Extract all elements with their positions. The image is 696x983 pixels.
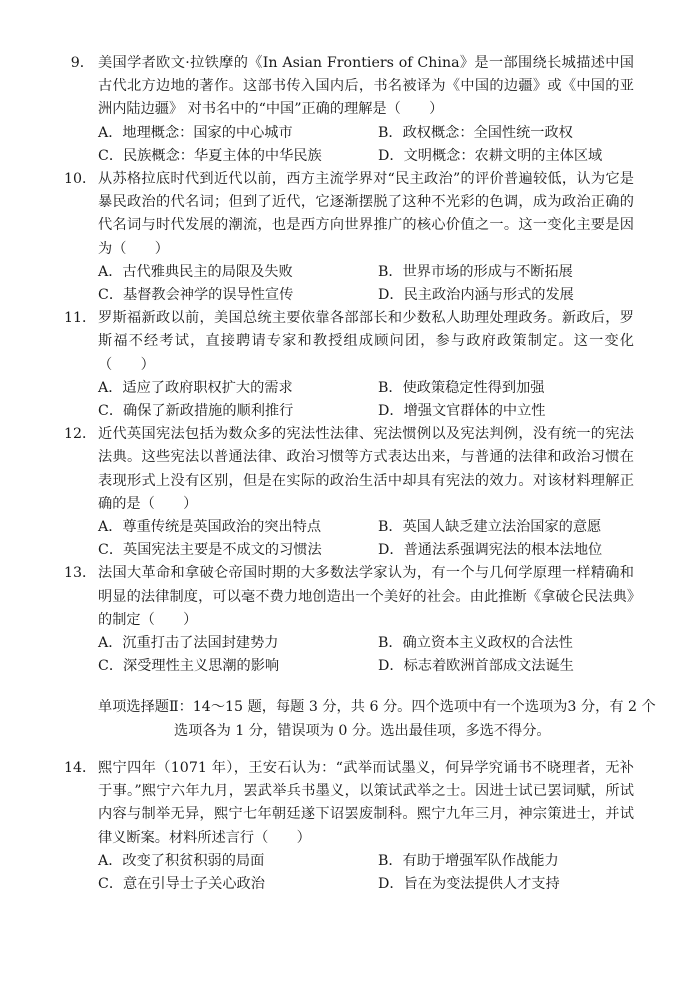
- option-d[interactable]: D．旨在为变法提供人才支持: [378, 875, 560, 892]
- options-grid: [98, 377, 634, 423]
- options-grid: [98, 516, 634, 562]
- question-number: 13．: [64, 565, 97, 582]
- exam-page: [0, 52, 696, 896]
- section-instructions-line2: 选项各为 1 分，错误项为 0 分。选出最佳项，多选不得分。: [174, 722, 551, 739]
- option-c[interactable]: C．意在引导士子关心政治: [98, 875, 265, 892]
- option-c[interactable]: C．确保了新政措施的顺利推行: [98, 403, 294, 420]
- question-stem: 美国学者欧文·拉铁摩的《In Asian Frontiers of China》是一部围绕长城描述中国古代北方边地的著作。这部书传入国内后，书名被译为《中国的边疆》或《中国的亚洲内陆边疆》 对书名中的“中国”正确的理解是（ ）: [98, 55, 634, 118]
- question-stem: 近代英国宪法包括为数众多的宪法性法律、宪法惯例以及宪法判例，没有统一的宪法法典。这些宪法以普通法律、政治习惯等方式表达出来，与普通的法律和政治习惯在表现形式上没有区别，但是在实际的政治生活中却具有宪法的效力。对该材料理解正确的是（ ）: [98, 426, 634, 512]
- question-number: 12．: [64, 426, 97, 443]
- question-stem: 熙宁四年（1071 年），王安石认为：“武举而试墨义，何异学究诵书不晓理者，无补于事。”熙宁六年九月，罢武举兵书墨义，以策试武举之士。因进士试已罢词赋，所试内容与制举无异，熙宁七年朝廷遂下诏罢废制科。熙宁九年三月，神宗策进士，并试律义断案。材料所述言行（ ）: [98, 759, 634, 846]
- option-b[interactable]: B．政权概念：全国性统一政权: [378, 124, 573, 141]
- question-9: [0, 52, 696, 168]
- question-12: [0, 423, 696, 562]
- option-d[interactable]: D．民主政治内涵与形式的发展: [378, 287, 574, 304]
- option-c[interactable]: C．英国宪法主要是不成文的习惯法: [98, 542, 322, 559]
- question-10: [0, 168, 696, 307]
- option-d[interactable]: D．普通法系强调宪法的根本法地位: [378, 542, 603, 559]
- section-instructions-line1: 单项选择题Ⅱ：14～15 题，每题 3 分，共 6 分。四个选项中有一个选项为3 分，有 2 个: [98, 699, 656, 716]
- option-b[interactable]: B．使政策稳定性得到加强: [378, 379, 545, 396]
- question-number: 14．: [64, 759, 97, 776]
- option-a[interactable]: A．改变了积贫积弱的局面: [98, 852, 265, 869]
- option-a[interactable]: A．尊重传统是英国政治的突出特点: [98, 519, 322, 536]
- question-number: 11．: [64, 310, 97, 327]
- question-stem: 法国大革命和拿破仑帝国时期的大多数法学家认为，有一个与几何学原理一样精确和明显的法律制度，可以毫不费力地创造出一个美好的社会。由此推断《拿破仑民法典》的制定（ ）: [98, 565, 634, 628]
- option-a[interactable]: A．地理概念：国家的中心城市: [98, 124, 293, 141]
- options-grid: [98, 261, 634, 307]
- option-b[interactable]: B．确立资本主义政权的合法性: [378, 635, 573, 652]
- option-b[interactable]: B．世界市场的形成与不断拓展: [378, 263, 573, 280]
- option-a[interactable]: A．古代雅典民主的局限及失败: [98, 263, 293, 280]
- question-13: [0, 562, 696, 678]
- option-d[interactable]: D．标志着欧洲首部成文法诞生: [378, 658, 574, 675]
- option-d[interactable]: D．增强文官群体的中立性: [378, 403, 546, 420]
- question-14: [0, 757, 696, 896]
- option-c[interactable]: C．深受理性主义思潮的影响: [98, 658, 280, 675]
- options-grid: [98, 850, 634, 896]
- option-b[interactable]: B．英国人缺乏建立法治国家的意愿: [378, 519, 602, 536]
- option-a[interactable]: A．适应了政府职权扩大的需求: [98, 379, 293, 396]
- option-c[interactable]: C．基督教会神学的误导性宣传: [98, 287, 294, 304]
- question-11: [0, 307, 696, 423]
- section-instructions: [0, 696, 696, 742]
- option-d[interactable]: D．文明概念：农耕文明的主体区域: [378, 147, 603, 164]
- options-grid: [98, 632, 634, 678]
- option-a[interactable]: A．沉重打击了法国封建势力: [98, 635, 279, 652]
- question-stem: 罗斯福新政以前，美国总统主要依靠各部部长和少数私人助理处理政务。新政后，罗斯福不经考试，直接聘请专家和教授组成顾问团，参与政府政策制定。这一变化（ ）: [98, 310, 634, 373]
- question-stem: 从苏格拉底时代到近代以前，西方主流学界对“民主政治”的评价普遍较低，认为它是暴民政治的代名词；但到了近代，它逐渐摆脱了这种不光彩的色调，成为政治正确的代名词与时代发展的潮流，也是西方向世界推广的核心价值之一。这一变化主要是因为（ ）: [98, 171, 634, 257]
- question-number: 9．: [70, 55, 94, 71]
- options-grid: [98, 122, 634, 168]
- option-b[interactable]: B．有助于增强军队作战能力: [378, 852, 559, 869]
- option-c[interactable]: C．民族概念：华夏主体的中华民族: [98, 147, 322, 164]
- question-number: 10．: [64, 171, 97, 188]
